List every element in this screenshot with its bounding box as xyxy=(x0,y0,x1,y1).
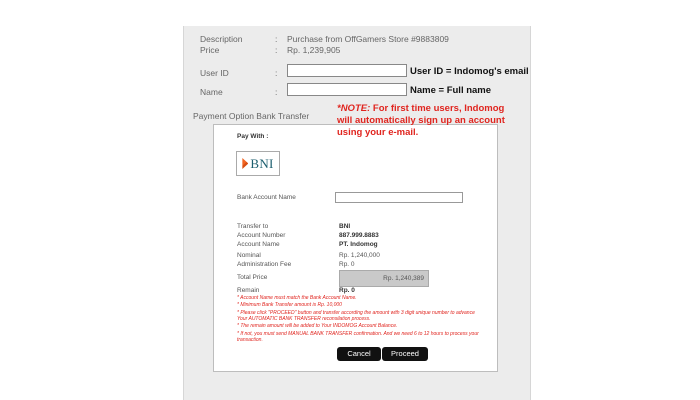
total-price-label: Total Price xyxy=(237,274,268,281)
detail-label-transfer-to: Transfer to xyxy=(237,223,269,230)
user-id-input[interactable] xyxy=(287,64,407,77)
name-input[interactable] xyxy=(287,83,407,96)
description-label: Description xyxy=(200,34,243,44)
payment-option-title: Payment Option Bank Transfer xyxy=(193,111,310,121)
detail-value-account-name: PT. Indomog xyxy=(339,241,378,248)
name-callout: Name = Full name xyxy=(410,85,492,96)
remain-label: Remain xyxy=(237,287,260,294)
note-item: * If not, you must send MANUAL BANK TRANSFER confirmation. And we need 6 to 12 hours to process your transaction. xyxy=(237,330,479,343)
bni-logo-mark xyxy=(242,158,248,169)
cancel-button[interactable]: Cancel xyxy=(337,347,381,361)
user-id-label: User ID xyxy=(200,68,229,78)
note-item: * Account Name must match the Bank Account Name. xyxy=(237,295,357,301)
remain-value: Rp. 0 xyxy=(339,287,355,294)
detail-label-account-number: Account Number xyxy=(237,232,286,239)
note-text-1: For first time users, Indomog xyxy=(370,103,505,114)
detail-label-nominal: Nominal xyxy=(237,252,261,259)
name-label: Name xyxy=(200,87,223,97)
note-heading: *NOTE: xyxy=(337,103,371,114)
description-colon: : xyxy=(275,34,278,44)
name-colon: : xyxy=(275,87,278,97)
price-colon: : xyxy=(275,45,278,55)
bank-transfer-dialog xyxy=(213,124,498,372)
description-value: Purchase from OffGamers Store #9883809 xyxy=(287,34,449,44)
bni-logo-text: BNI xyxy=(250,155,274,171)
detail-label-account-name: Account Name xyxy=(237,241,280,248)
bank-account-name-label: Bank Account Name xyxy=(237,194,296,201)
note-line-3: using your e-mail. xyxy=(337,127,419,138)
note-line-1 xyxy=(337,103,537,115)
user-id-colon: : xyxy=(275,68,278,78)
user-id-callout: User ID = Indomog's email xyxy=(410,66,529,77)
proceed-button[interactable]: Proceed xyxy=(382,347,428,361)
price-label: Price xyxy=(200,45,220,55)
detail-value-transfer-to: BNI xyxy=(339,223,351,230)
bni-logo-icon xyxy=(236,151,280,176)
detail-value-account-number: 887.999.8883 xyxy=(339,232,379,239)
note-item: * Minimum Bank Transfer amount is Rp. 10,000 xyxy=(237,302,342,309)
bank-account-name-input[interactable] xyxy=(335,192,463,203)
detail-value-admin-fee: Rp. 0 xyxy=(339,261,355,268)
note-item: * The remain amount will be added to Your INDOMOG Account Balance. xyxy=(237,323,398,330)
note-line-2: will automatically sign up an account xyxy=(337,115,505,126)
note-item: * Please click "PROCEED" button and transfer according the amount with 3 digit unique number to advance Your AUTOMATIC BANK TRANSFER reconsilation process. xyxy=(237,309,475,322)
detail-value-nominal: Rp. 1,240,000 xyxy=(339,252,380,259)
first-time-note xyxy=(337,103,537,139)
transfer-notes xyxy=(237,295,482,344)
detail-label-admin-fee: Administration Fee xyxy=(237,261,292,268)
price-value: Rp. 1,239,905 xyxy=(287,45,341,55)
pay-with-label: Pay With : xyxy=(237,133,269,140)
total-price-field: Rp. 1,240,389 xyxy=(339,270,429,287)
